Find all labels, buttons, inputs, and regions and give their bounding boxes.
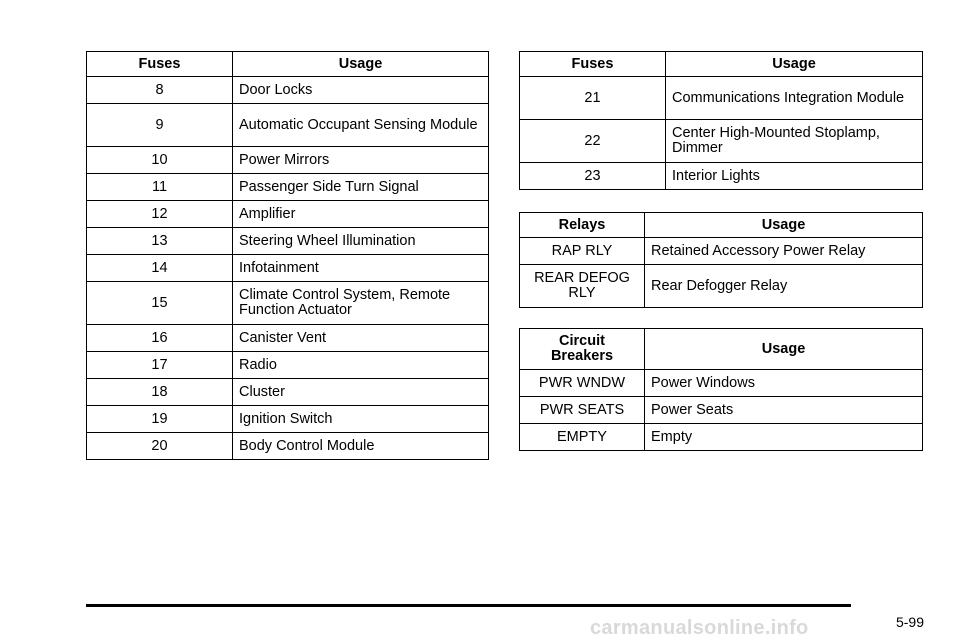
table-row [520,424,923,451]
circuit-breakers-table [519,328,923,451]
fuse-usage: Passenger Side Turn Signal [233,174,489,201]
fuse-number: 12 [87,201,233,228]
fuse-usage: Automatic Occupant Sensing Module [233,104,489,147]
fuse-number: 11 [87,174,233,201]
fuse-number: 18 [87,379,233,406]
table-row [520,397,923,424]
column-header-circuit-breakers: Circuit Breakers [520,329,645,370]
fuse-usage: Canister Vent [233,325,489,352]
fuse-number: 10 [87,147,233,174]
fuse-number: 8 [87,77,233,104]
table-row [87,201,489,228]
fuse-usage: Steering Wheel Illumination [233,228,489,255]
column-header-usage: Usage [233,52,489,77]
fuse-number: 9 [87,104,233,147]
fuse-usage: Interior Lights [666,163,923,190]
relay-usage: Retained Accessory Power Relay [645,238,923,265]
fuse-usage: Center High-Mounted Stoplamp, Dimmer [666,120,923,163]
page-number: 5-99 [895,614,924,630]
relay-name: RAP RLY [520,238,645,265]
table-row [87,255,489,282]
table-row [87,228,489,255]
footer-rule [86,604,851,607]
fuse-usage: Infotainment [233,255,489,282]
fuse-number: 16 [87,325,233,352]
fuse-usage: Radio [233,352,489,379]
table-row [87,282,489,325]
breaker-usage: Empty [645,424,923,451]
table-row [87,77,489,104]
fuse-number: 13 [87,228,233,255]
table-row [520,120,923,163]
column-header-usage: Usage [645,213,923,238]
table-row [87,379,489,406]
fuse-number: 20 [87,433,233,460]
fuse-usage: Climate Control System, Remote Function Actuator [233,282,489,325]
column-header-usage: Usage [666,52,923,77]
fuse-number: 19 [87,406,233,433]
relay-name: REAR DEFOG RLY [520,265,645,308]
fuse-usage: Ignition Switch [233,406,489,433]
fuse-number: 22 [520,120,666,163]
table-row [520,77,923,120]
column-header-relays: Relays [520,213,645,238]
table-row [87,352,489,379]
fuse-usage: Door Locks [233,77,489,104]
column-header-fuses: Fuses [87,52,233,77]
table-row [87,174,489,201]
breaker-name: PWR WNDW [520,370,645,397]
breaker-name: PWR SEATS [520,397,645,424]
fuse-usage: Body Control Module [233,433,489,460]
fuse-usage: Cluster [233,379,489,406]
table-row [520,265,923,308]
fuse-usage: Amplifier [233,201,489,228]
fuse-usage: Power Mirrors [233,147,489,174]
fuse-number: 14 [87,255,233,282]
table-row [87,104,489,147]
table-row [87,325,489,352]
table-row [520,163,923,190]
fuse-number: 15 [87,282,233,325]
fuse-usage: Communications Integration Module [666,77,923,120]
table-row [87,406,489,433]
breaker-usage: Power Seats [645,397,923,424]
fuses-table-left [86,51,489,460]
table-row [520,370,923,397]
fuses-table-right [519,51,923,190]
watermark: carmanualsonline.info [590,617,809,639]
relays-table [519,212,923,308]
table-row [520,238,923,265]
table-row [87,433,489,460]
fuse-number: 17 [87,352,233,379]
breaker-name: EMPTY [520,424,645,451]
fuse-number: 23 [520,163,666,190]
column-header-fuses: Fuses [520,52,666,77]
relay-usage: Rear Defogger Relay [645,265,923,308]
table-row [87,147,489,174]
fuse-number: 21 [520,77,666,120]
column-header-usage: Usage [645,329,923,370]
breaker-usage: Power Windows [645,370,923,397]
